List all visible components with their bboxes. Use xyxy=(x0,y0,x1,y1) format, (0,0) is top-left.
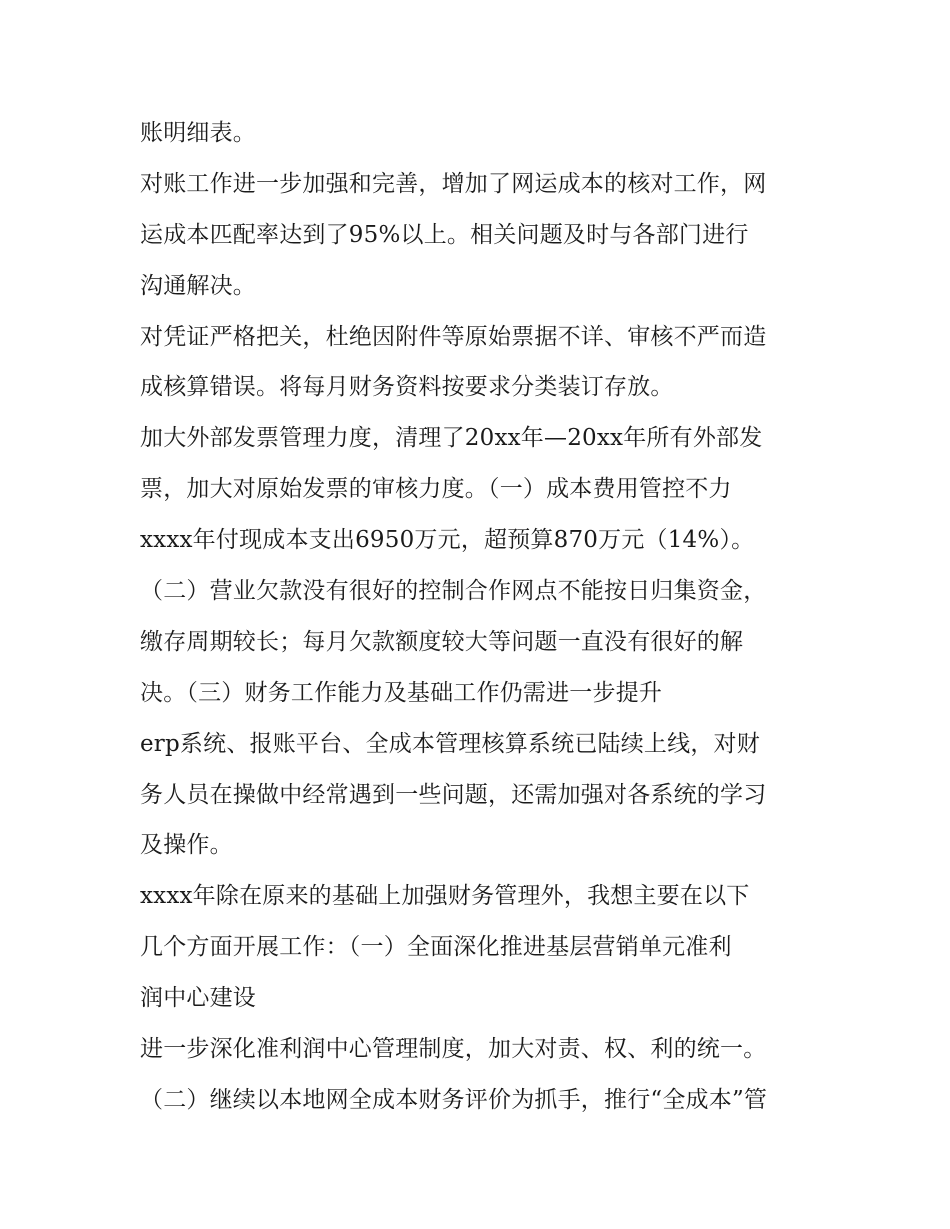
text-line: 加大外部发票管理力度，清理了20xx年—20xx年所有外部发 xyxy=(140,425,763,452)
text-line: 润中心建设 xyxy=(140,985,256,1012)
text-line: erp系统、报账平台、全成本管理核算系统已陆续上线，对财 xyxy=(140,730,760,757)
text-line: 决。（三）财务工作能力及基础工作仍需进一步提升 xyxy=(140,679,663,706)
text-line: 账明细表。 xyxy=(140,120,256,146)
text-line: xxxx年付现成本支出6950万元，超预算870万元（14%）。 xyxy=(140,527,755,554)
text-line: 沟通解决。 xyxy=(140,272,256,299)
body-text xyxy=(140,108,820,1126)
text-line: 缴存周期较长；每月欠款额度较大等问题一直没有很好的解 xyxy=(140,628,744,655)
text-line: xxxx年除在原来的基础上加强财务管理外，我想主要在以下 xyxy=(140,883,750,910)
text-line: 几个方面开展工作：（一）全面深化推进基层营销单元准利 xyxy=(140,934,732,961)
text-line: 及操作。 xyxy=(140,832,233,859)
text-line: 对凭证严格把关，杜绝因附件等原始票据不详、审核不严而造 xyxy=(140,323,767,350)
text-line: 运成本匹配率达到了95%以上。相关问题及时与各部门进行 xyxy=(140,221,749,248)
text-line: （二）营业欠款没有很好的控制合作网点不能按日归集资金， xyxy=(140,578,767,605)
text-line: 对账工作进一步加强和完善，增加了网运成本的核对工作，网 xyxy=(140,170,767,197)
text-line: 务人员在操做中经常遇到一些问题，还需加强对各系统的学习 xyxy=(140,781,767,808)
text-line: （二）继续以本地网全成本财务评价为抓手，推行“全成本”管 xyxy=(140,1086,768,1113)
text-line: 成核算错误。将每月财务资料按要求分类装订存放。 xyxy=(140,374,674,401)
text-line: 票，加大对原始发票的审核力度。（一）成本费用管控不力 xyxy=(140,476,732,503)
text-line: 进一步深化准利润中心管理制度，加大对责、权、利的统一。 xyxy=(140,1036,767,1063)
